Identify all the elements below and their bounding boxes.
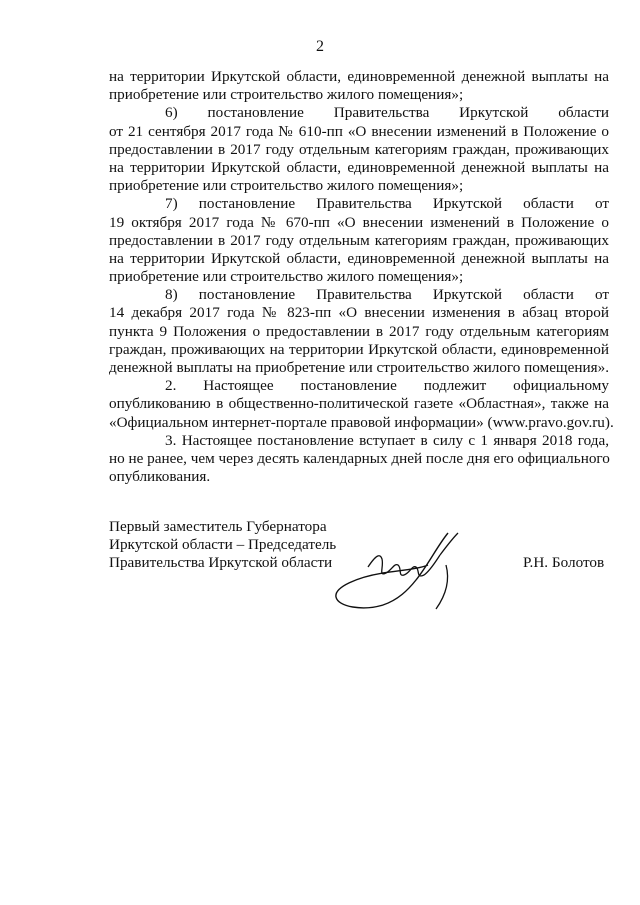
text-line: от 21 сентября 2017 года № 610-пп «О внесении изменений в Положение о (109, 122, 609, 140)
text-line: предоставлении в 2017 году отдельным категориям граждан, проживающих (109, 231, 609, 249)
text-line: 2. Настоящее постановление подлежит официальному (165, 377, 609, 395)
handwritten-signature (328, 525, 478, 615)
page-number: 2 (316, 38, 324, 55)
text-line: 19 октября 2017 года № 670-пп «О внесении изменений в Положение о (109, 213, 609, 231)
text-line: «Официальном интернет-портале правовой информации» (www.pravo.gov.ru). (109, 413, 614, 431)
text-line: но не ранее, чем через десять календарных дней после дня его официального (109, 449, 610, 467)
text-line: на территории Иркутской области, единовременной денежной выплаты на (109, 68, 609, 85)
signer-title-line-1: Первый заместитель Губернатора (109, 518, 327, 535)
text-line: приобретение или строительство жилого помещения»; (109, 177, 464, 195)
text-line: предоставлении в 2017 году отдельным категориям граждан, проживающих (109, 140, 609, 158)
text-line: на территории Иркутской области, единовременной денежной выплаты на (109, 158, 609, 176)
document-body (109, 68, 614, 486)
text-line: опубликованию в общественно-политической газете «Областная», также на (109, 395, 609, 413)
text-line: опубликования. (109, 468, 211, 486)
text-line: денежной выплаты на приобретение или строительство жилого помещения». (109, 359, 610, 376)
text-line: граждан, проживающих на территории Иркутской области, единовременной (109, 340, 609, 358)
signer-title-line-2: Иркутской области – Председатель (109, 536, 337, 554)
text-line: 3. Настоящее постановление вступает в силу с 1 января 2018 года, (165, 431, 609, 449)
text-line: приобретение или строительство жилого помещения»; (109, 268, 464, 286)
signer-name: Р.Н. Болотов (523, 554, 605, 571)
signer-title-line-3: Правительства Иркутской области (109, 554, 333, 572)
text-line: 6) постановление Правительства Иркутской области (165, 104, 609, 122)
text-line: пункта 9 Положения о предоставлении в 2017 году отдельным категориям (109, 322, 609, 340)
text-line: на территории Иркутской области, единовременной денежной выплаты на (109, 249, 609, 267)
text-line: 7) постановление Правительства Иркутской области от (165, 195, 609, 213)
text-line: 8) постановление Правительства Иркутской области от (165, 286, 609, 304)
text-line: 14 декабря 2017 года № 823-пп «О внесении изменения в абзац второй (109, 304, 609, 322)
signature-block (109, 518, 336, 573)
text-line: приобретение или строительство жилого помещения»; (109, 86, 464, 104)
